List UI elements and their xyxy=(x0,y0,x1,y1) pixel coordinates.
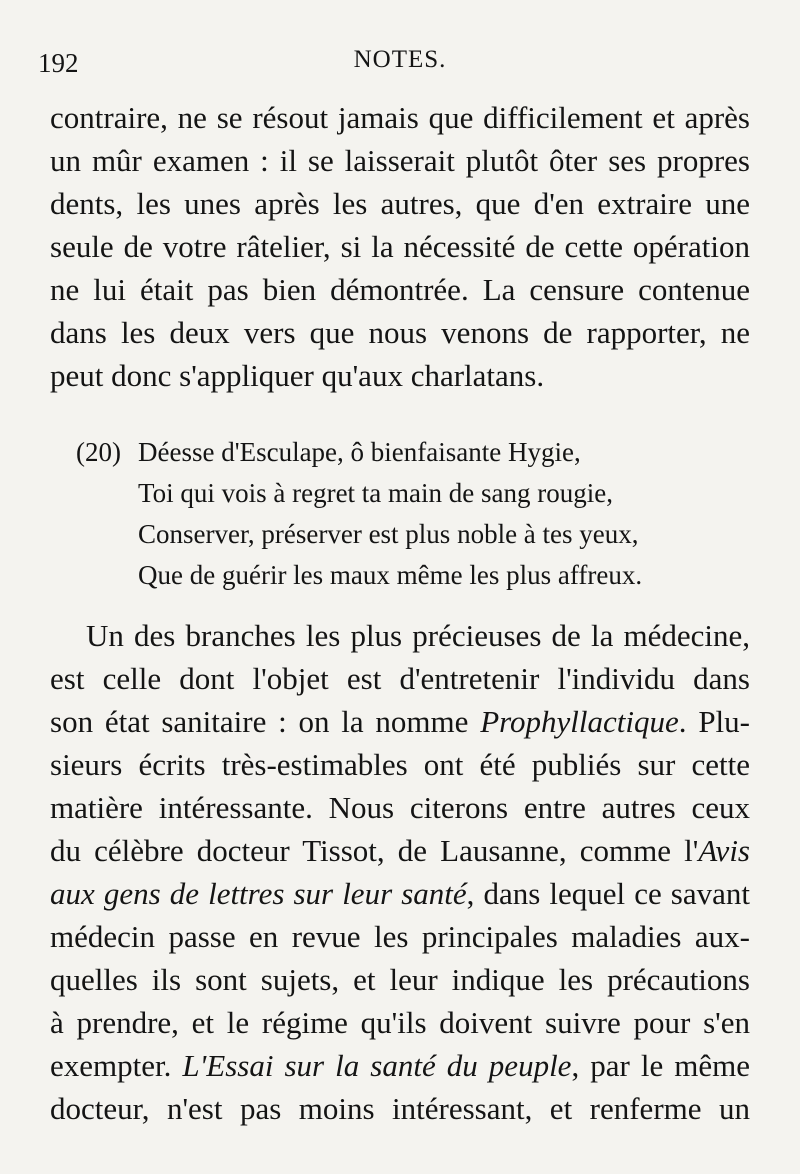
text-line xyxy=(50,876,750,912)
text-line: matière intéressante. Nous citerons entre autres ceux xyxy=(50,790,750,825)
verse-line: Toi qui vois à regret ta main de sang rougie, xyxy=(138,478,613,508)
page-number: 192 xyxy=(38,48,79,78)
text-line: sieurs écrits très-estimables ont été publiés sur cette xyxy=(50,747,750,782)
text-line: contraire, ne se résout jamais que difficilement et après xyxy=(50,100,750,135)
text-line: Un des branches les plus précieuses de la médecine, xyxy=(86,618,750,653)
text-line xyxy=(50,833,750,869)
verse-line: Conserver, préserver est plus noble à tes yeux, xyxy=(138,519,639,549)
italic-title: Avis xyxy=(698,833,750,868)
text-line: à prendre, et le régime qu'ils doivent suivre pour s'en xyxy=(50,1005,750,1040)
text-segment: son état sanitaire : on la nomme xyxy=(50,704,481,739)
italic-title: aux gens de lettres sur leur santé xyxy=(50,876,467,911)
running-title: NOTES. xyxy=(353,46,447,73)
note-number: (20) xyxy=(76,437,121,467)
text-line: docteur, n'est pas moins intéressant, et renferme un xyxy=(50,1091,750,1126)
text-line: un mûr examen : il se laisserait plutôt ôter ses propres xyxy=(50,143,750,178)
text-line: seule de votre râtelier, si la nécessité de cette opération xyxy=(50,229,750,264)
text-segment: du célèbre docteur Tissot, de Lausanne, comme l' xyxy=(50,833,699,868)
text-segment: , dans lequel ce savant xyxy=(466,876,750,911)
text-line xyxy=(50,1048,750,1084)
text-line xyxy=(50,704,750,740)
text-line: dans les deux vers que nous venons de rapporter, ne xyxy=(50,315,750,350)
text-line: dents, les unes après les autres, que d'en extraire une xyxy=(50,186,750,221)
text-segment: exempter. xyxy=(50,1048,183,1083)
text-segment: , par le même xyxy=(571,1048,750,1083)
verse-line: Que de guérir les maux même les plus affreux. xyxy=(138,560,643,590)
text-segment: . Plu- xyxy=(678,704,750,739)
text-line: quelles ils sont sujets, et leur indique les précautions xyxy=(50,962,750,997)
text-line: peut donc s'appliquer qu'aux charlatans. xyxy=(50,358,545,393)
page-header xyxy=(0,40,800,80)
italic-term: Prophyllactique xyxy=(480,704,679,739)
verse-text: Déesse d'Esculape, ô bienfaisante Hygie, xyxy=(138,437,581,467)
text-line: médecin passe en revue les principales maladies aux- xyxy=(50,919,750,954)
text-line: est celle dont l'objet est d'entretenir l'individu dans xyxy=(50,661,750,696)
italic-title: L'Essai sur la santé du peuple xyxy=(182,1048,572,1083)
text-line: ne lui était pas bien démontrée. La censure contenue xyxy=(50,272,750,307)
